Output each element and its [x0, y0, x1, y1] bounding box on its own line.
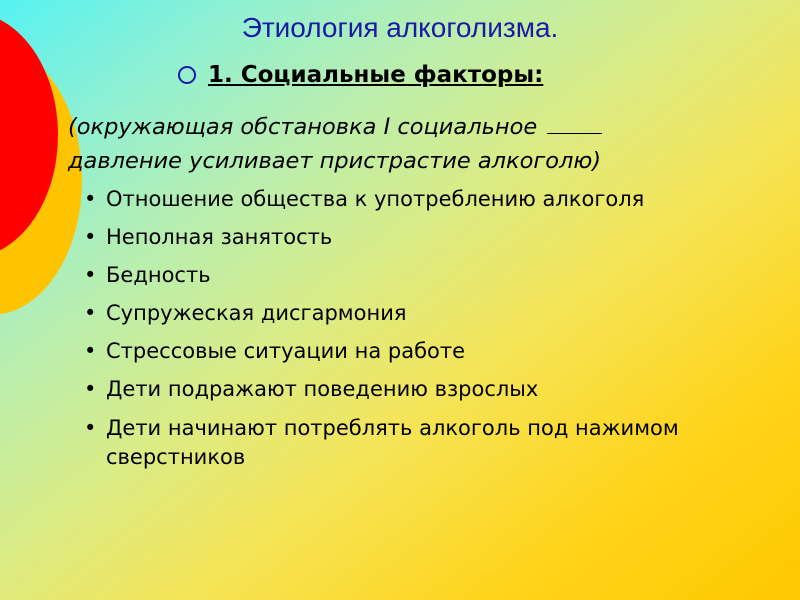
- list-item-text: Неполная занятость: [106, 225, 333, 249]
- bullet-dot-icon: •: [84, 225, 97, 249]
- list-item: [84, 224, 704, 251]
- bullet-dot-icon: •: [84, 187, 97, 211]
- note-line-1-text: (окружающая обстановка I социальное: [68, 114, 538, 140]
- list-item-text: Дети подражают поведению взрослых: [106, 377, 539, 401]
- section-heading-text: 1. Социальные факторы:: [208, 62, 544, 88]
- bullet-dot-icon: •: [84, 377, 97, 401]
- list-item-text: Супружеская дисгармония: [106, 301, 407, 325]
- list-item: [84, 300, 704, 327]
- list-item: [84, 186, 704, 213]
- list-item-text: Бедность: [106, 263, 211, 287]
- list-item-text: Стрессовые ситуации на работе: [106, 339, 466, 363]
- bullet-dot-icon: •: [84, 416, 97, 440]
- list-item-text: Дети начинают потреблять алкоголь под нажимом сверстников: [106, 416, 679, 469]
- factor-list: [84, 186, 704, 483]
- list-item: [84, 262, 704, 289]
- list-item: [84, 414, 704, 472]
- bullet-dot-icon: •: [84, 301, 97, 325]
- note-line-1: [68, 110, 602, 144]
- bullet-dot-icon: •: [84, 339, 97, 363]
- list-item-text: Отношение общества к употреблению алкоголя: [106, 187, 645, 211]
- list-item: [84, 376, 704, 403]
- ring-bullet-icon: [178, 66, 196, 84]
- section-heading: [178, 62, 543, 88]
- list-item: [84, 338, 704, 365]
- note-underline-rule: [547, 133, 602, 134]
- explanatory-note: [68, 110, 602, 178]
- slide-title: Этиология алкоголизма.: [241, 12, 559, 43]
- note-line-2: давление усиливает пристрастие алкоголю): [68, 148, 602, 174]
- bullet-dot-icon: •: [84, 263, 97, 287]
